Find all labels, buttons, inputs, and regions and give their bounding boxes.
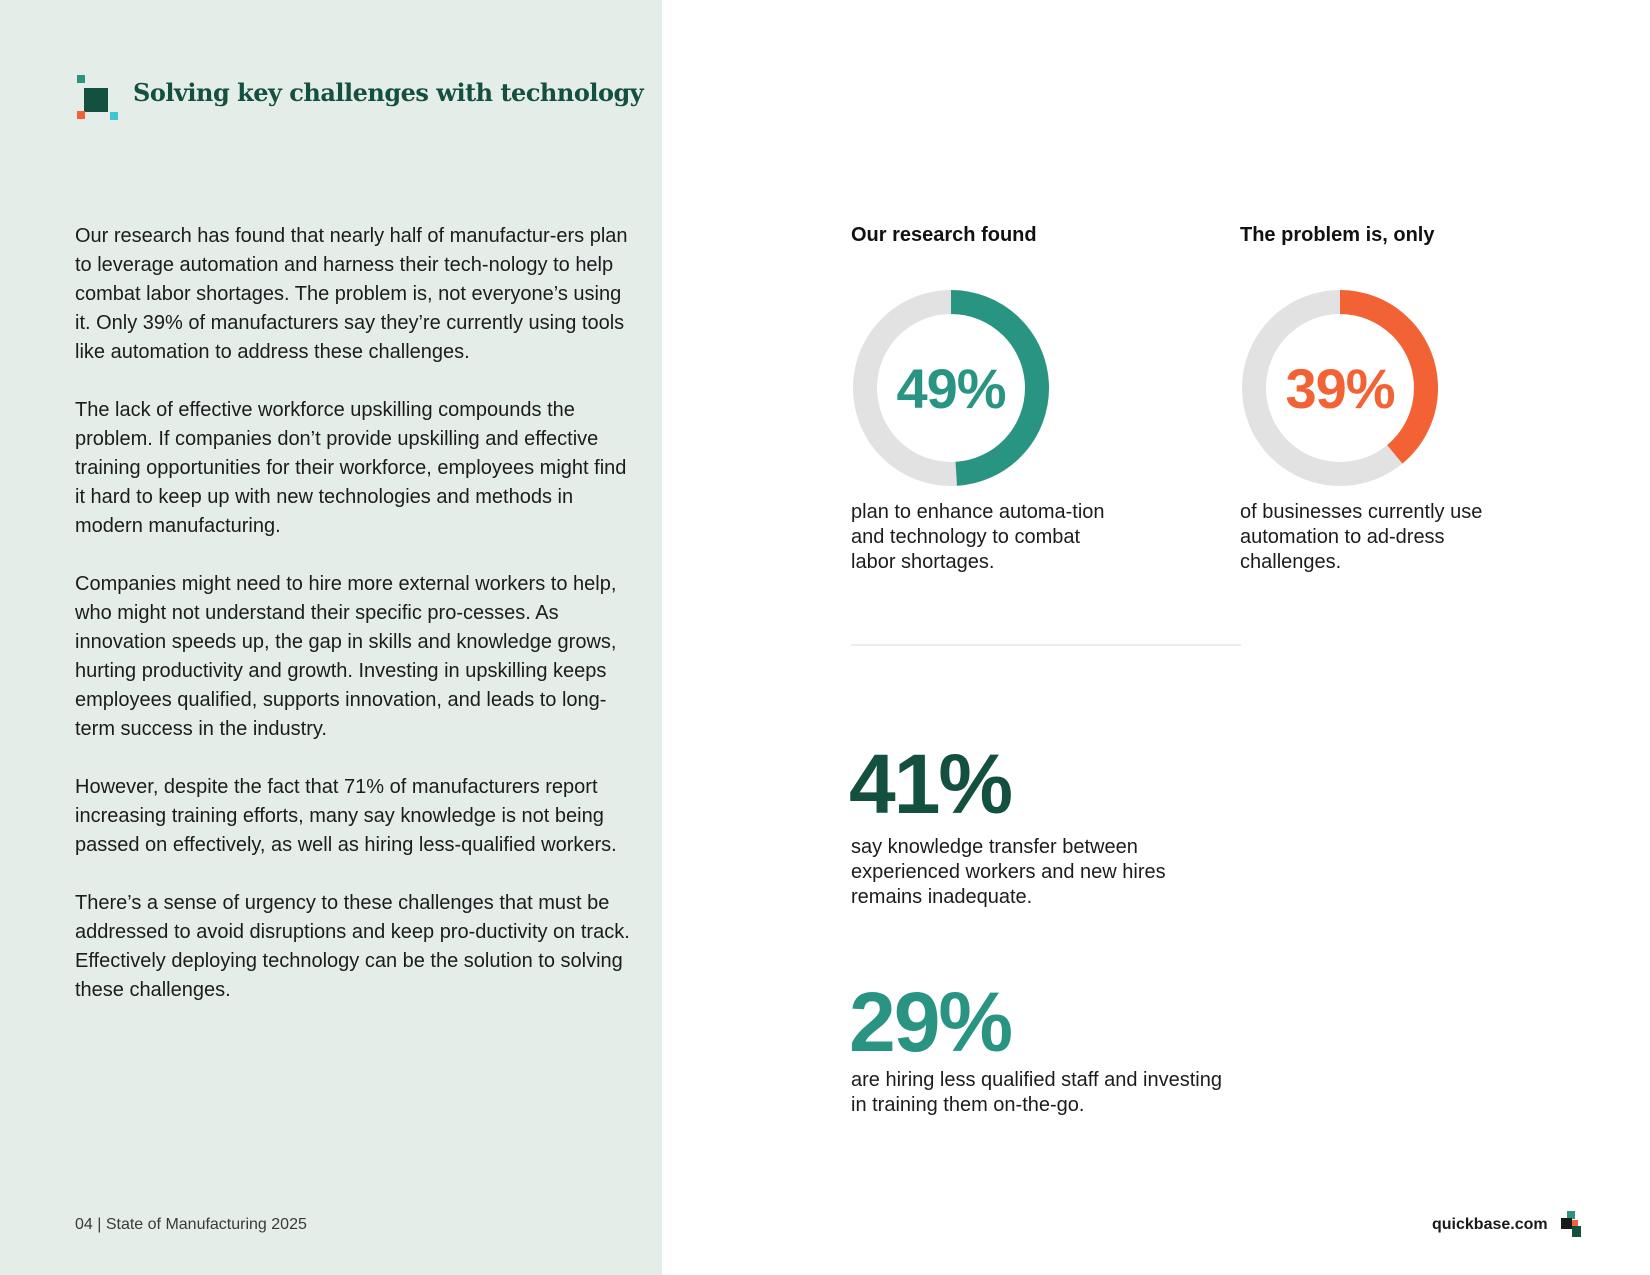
hiring-caption: are hiring less qualified staff and investing in training them on-the-go.: [851, 1069, 1222, 1116]
body-text: [75, 222, 635, 1034]
left-panel: [0, 0, 662, 1275]
knowledge-caption: say knowledge transfer between experienced workers and new hires remains inadequate.: [851, 836, 1166, 908]
donut-percent-label: 39%: [1285, 356, 1395, 420]
paragraph: There’s a sense of urgency to these challenges that must be addressed to avoid disruptions and keep pro-ductivity on track. Effectively deploying technology can be the solution to solving these challenges.: [75, 892, 630, 1001]
paragraph: The lack of effective workforce upskilling compounds the problem. If companies don’t provide upskilling and effective training opportunities for their workforce, employees might find it hard to keep up with new technologies and methods in modern manufacturing.: [75, 399, 627, 537]
problem-caption: of businesses currently use automation to ad-dress challenges.: [1240, 501, 1483, 573]
research-found-heading: Our research found: [851, 224, 1037, 246]
donut-percent-label: 49%: [896, 356, 1006, 420]
donut-chart-49: [851, 288, 1051, 488]
divider: [851, 644, 1241, 646]
quickbase-logo-icon: [77, 75, 119, 120]
research-caption: plan to enhance automa-tion and technology to combat labor shortages.: [851, 501, 1105, 573]
problem-heading: The problem is, only: [1240, 224, 1435, 246]
page-number-label: 04 | State of Manufacturing 2025: [75, 1216, 307, 1233]
donut-chart-39: [1240, 288, 1440, 488]
knowledge-stat: 41%: [849, 737, 1012, 831]
hiring-stat: 29%: [849, 975, 1012, 1069]
quickbase-small-logo-icon: [1561, 1211, 1581, 1237]
paragraph: Companies might need to hire more external workers to help, who might not understand their specific pro-cesses. As innovation speeds up, the gap in skills and knowledge grows, hurting productivity and growth. Investing in upskilling keeps employees qualified, supports innovation, and leads to long-term success in the industry.: [75, 573, 617, 740]
paragraph: Our research has found that nearly half of manufactur-ers plan to leverage automation and harness their tech-nology to help combat labor shortages. The problem is, not everyone’s using it. Only 39% of manufacturers say they’re currently using tools like automation to address these challenges.: [75, 225, 628, 363]
site-link[interactable]: quickbase.com: [1432, 1216, 1548, 1233]
page-title: Solving key challenges with technology: [133, 78, 644, 107]
paragraph: However, despite the fact that 71% of manufacturers report increasing training efforts, many say knowledge is not being passed on effectively, as well as hiring less-qualified workers.: [75, 776, 617, 856]
